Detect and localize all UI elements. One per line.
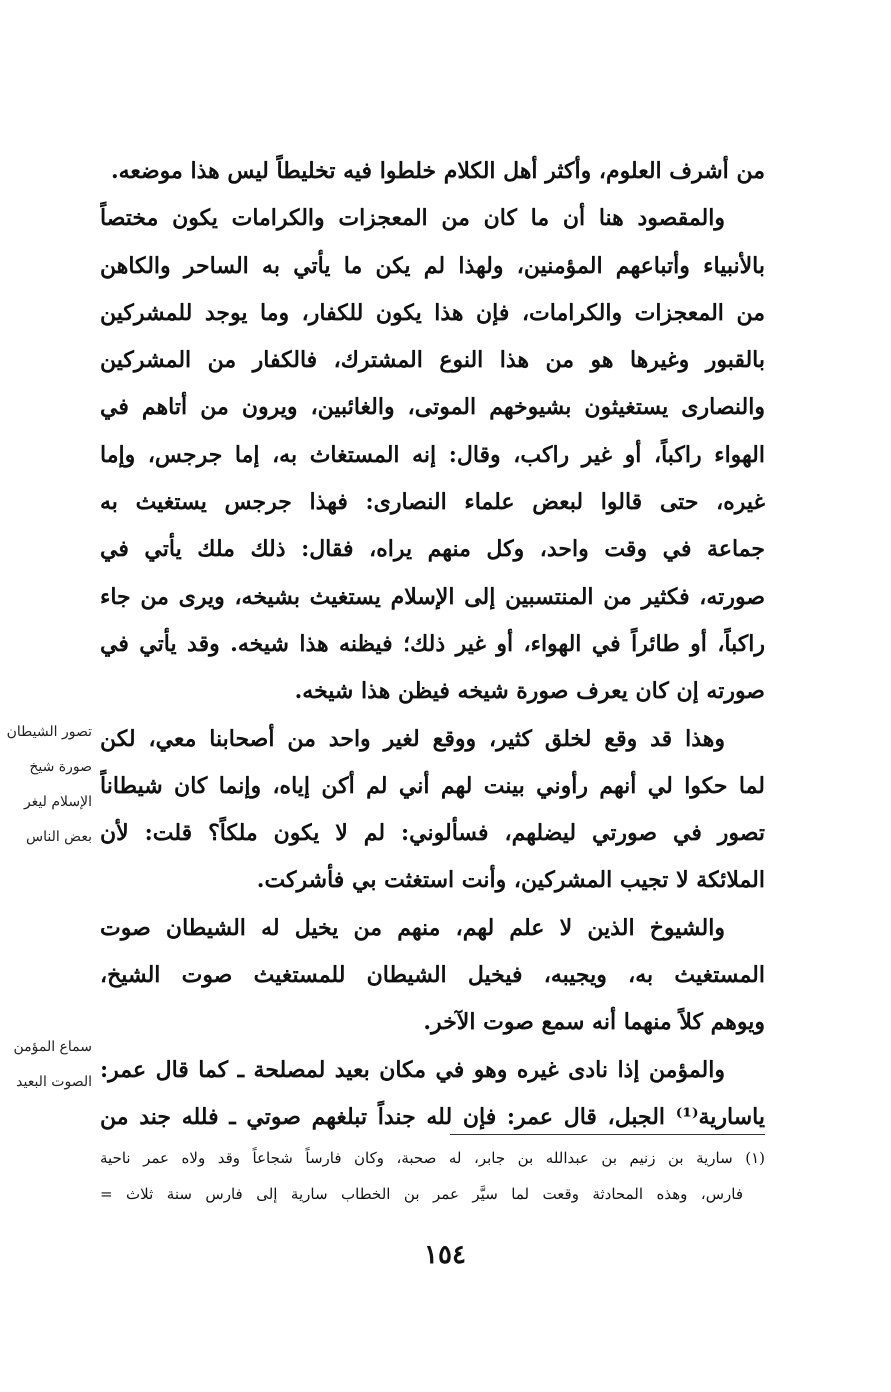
body-line: ويوهم كلاً منهما أنه سمع صوت الآخر.: [423, 1009, 765, 1036]
body-line: والنصارى يستغيثون بشيوخهم الموتى، والغائبين، ويرون من أتاهم في: [100, 394, 765, 421]
body-line: غيره، حتى قالوا لبعض علماء النصارى: فهذا جرجس يستغيث به: [100, 489, 765, 516]
body-line: بالأنبياء وأتباعهم المؤمنين، ولهذا لم يكن ما يأتي به الساحر والكاهن: [100, 252, 765, 279]
body-line: من أشرف العلوم، وأكثر أهل الكلام خلطوا فيه تخليطاً ليس هذا موضعه.: [110, 158, 765, 184]
body-line: الملائكة لا تجيب المشركين، وأنت استغثت بي فأشركت.: [256, 867, 765, 894]
margin-note-line: الإسلام ليغر: [23, 794, 92, 810]
footnote-line: فارس، وهذه المحادثة وقعت لما سيَّر عمر بن الخطاب سارية إلى فارس سنة ثلاث =: [100, 1185, 743, 1203]
body-line: لما حكوا لي أنهم رأوني بينت لهم أني لم أكن إياه، وإنما كان شيطاناً: [100, 772, 765, 799]
body-line: صورته، فكثير من المنتسبين إلى الإسلام يستغيث بشيخه، ويرى من جاء: [100, 583, 765, 610]
body-line: ياسارية⁽¹⁾ الجبل، قال عمر: فإن لله جنداً تبلغهم صوتي ـ فلله جند من: [100, 1103, 765, 1130]
margin-note-distant-voice: [0, 1030, 92, 1100]
body-line: صورته إن كان يعرف صورة شيخه فيظن هذا شيخه.: [294, 678, 765, 705]
page-number: ١٥٤: [424, 1240, 466, 1270]
margin-note-shaytan-form: [0, 715, 92, 855]
footnote-divider: [450, 1134, 765, 1135]
margin-note-line: تصور الشيطان: [6, 724, 92, 740]
margin-note-line: بعض الناس: [26, 829, 92, 845]
body-line: والشيوخ الذين لا علم لهم، منهم من يخيل له الشيطان صوت: [100, 914, 725, 941]
footnote-line: (١) سارية بن زنيم بن عبدالله بن جابر، له صحبة، وكان فارساً شجاعاً وقد ولاه عمر ناحية: [100, 1149, 765, 1167]
margin-note-line: صورة شيخ: [29, 759, 92, 775]
body-line: راكباً، أو طائراً في الهواء، أو غير ذلك؛ فيظنه هذا شيخه. وقد يأتي في: [100, 630, 765, 657]
body-line: بالقبور وغيرها هو من هذا النوع المشترك، فالكفار من المشركين: [100, 347, 765, 374]
body-line: المستغيث به، ويجيبه، فيخيل الشيطان للمستغيث صوت الشيخ،: [100, 962, 765, 989]
margin-note-line: سماع المؤمن: [13, 1039, 92, 1055]
body-line: وهذا قد وقع لخلق كثير، ووقع لغير واحد من أصحابنا معي، لكن: [100, 725, 725, 752]
footnotes-block: [100, 1140, 765, 1212]
body-line: الهواء راكباً، أو غير راكب، وقال: إنه المستغاث به، إما جرجس، وإما: [100, 441, 765, 468]
body-line: والمقصود هنا أن ما كان من المعجزات والكرامات يكون مختصاً: [100, 205, 725, 232]
body-line: والمؤمن إذا نادى غيره وهو في مكان بعيد لمصلحة ـ كما قال عمر:: [100, 1056, 725, 1083]
main-text-block: [100, 148, 765, 1141]
margin-note-line: الصوت البعيد: [16, 1074, 92, 1090]
body-line: من المعجزات والكرامات، فإن هذا يكون للكفار، وما يوجد للمشركين: [100, 299, 765, 326]
body-line: جماعة في وقت واحد، وكل منهم يراه، فقال: ذلك ملك يأتي في: [100, 536, 765, 563]
body-line: تصور في صورتي ليضلهم، فسألوني: لم لا يكون ملكاً؟ قلت: لأن: [100, 820, 765, 847]
